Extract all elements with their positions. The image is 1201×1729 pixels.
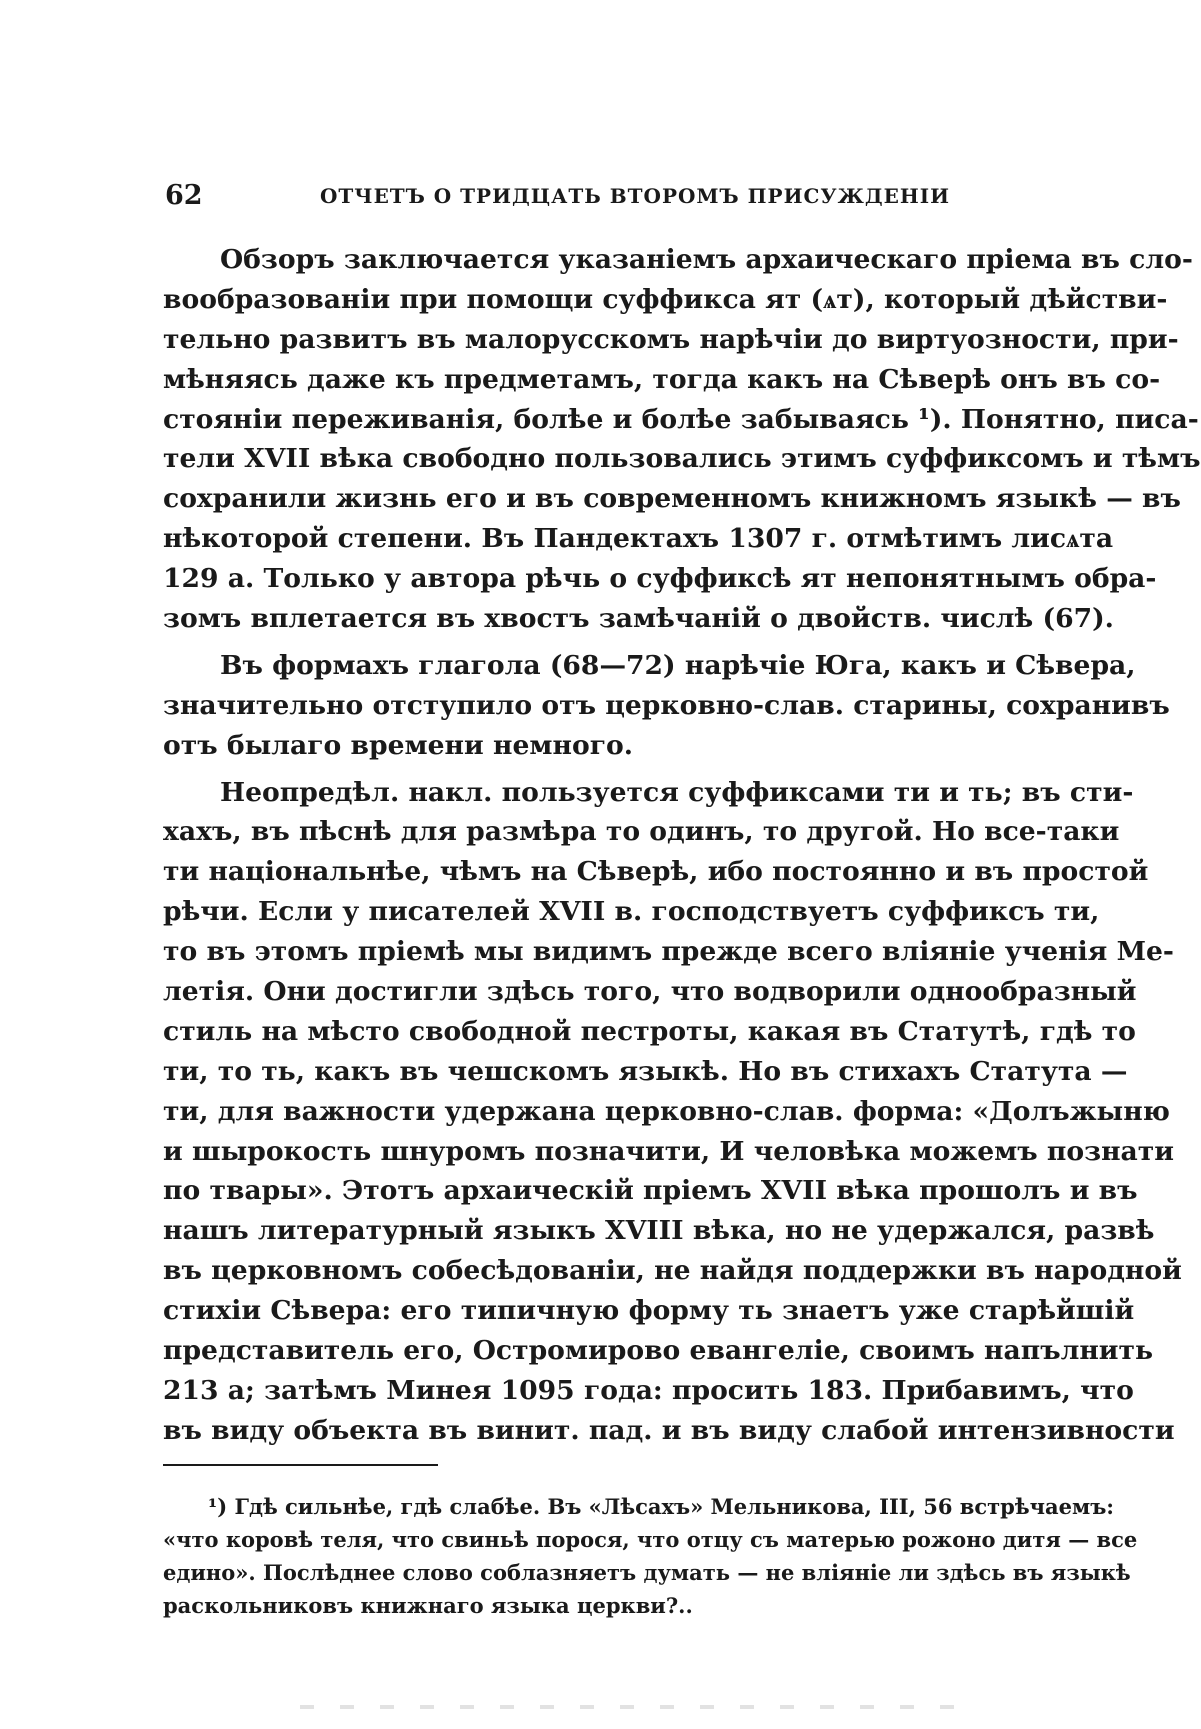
text-line: въ виду объекта въ винит. пад. и въ виду слабой интензивности (163, 1414, 1175, 1446)
text-line: стояніи переживанія, болѣе и болѣе забываясь ¹). Понятно, писа- (163, 403, 1199, 435)
text-line: по твары». Этотъ архаическій пріемъ XVII вѣка прошолъ и въ (163, 1175, 1138, 1207)
page-header (165, 180, 990, 216)
text-line: 129 а. Только у автора рѣчь о суффиксѣ ят непонятнымъ обра- (163, 563, 1157, 595)
text-line: представитель его, Остромирово евангеліе, своимъ напълнить (163, 1335, 1154, 1367)
text-line: хахъ, въ пѣснѣ для размѣра то одинъ, то другой. Но все-таки (163, 816, 1120, 848)
text-line: тельно развитъ въ малорусскомъ нарѣчіи до виртуозности, при- (163, 323, 1179, 355)
text-line: въ церковномъ собесѣдованіи, не найдя поддержки въ народной (163, 1255, 1182, 1287)
text-line: 213 а; затѣмъ Минея 1095 года: просить 183. Прибавимъ, что (163, 1374, 1134, 1406)
text-line: отъ былаго времени немного. (163, 729, 633, 761)
footnotes (163, 1490, 1138, 1622)
text-line: рѣчи. Если у писателей XVII в. господствуетъ суффиксъ ти, (163, 896, 1100, 928)
running-title: ОТЧЕТЪ О ТРИДЦАТЬ ВТОРОМЪ ПРИСУЖДЕНІИ (320, 184, 951, 208)
text-line: вообразованіи при помощи суффикса ят (ѧт), который дѣйстви- (163, 283, 1168, 315)
text-line: нашъ литературный языкъ XVIII вѣка, но не удержался, развѣ (163, 1215, 1155, 1247)
text-line: мѣняясь даже къ предметамъ, тогда какъ на Сѣверѣ онъ въ со- (163, 363, 1161, 395)
footnote-line: «что коровѣ теля, что свиньѣ порося, что отцу съ матерью рожоно дитя — все (163, 1527, 1138, 1552)
footnote-divider (163, 1464, 438, 1466)
text-line: летія. Они достигли здѣсь того, что водворили однообразный (163, 976, 1137, 1008)
footnote-line: ¹) Гдѣ сильнѣе, гдѣ слабѣе. Въ «Лѣсахъ» Мельникова, III, 56 встрѣчаемъ: (208, 1494, 1115, 1519)
text-line: Въ формахъ глагола (68—72) нарѣчіе Юга, какъ и Сѣвера, (220, 649, 1136, 681)
main-text (163, 240, 1201, 1451)
text-line: ти, для важности удержана церковно-слав. форма: «Долъжыню (163, 1095, 1170, 1127)
footnote-line: едино». Послѣднее слово соблазняетъ думать — не вліяніе ли здѣсь въ языкѣ (163, 1560, 1131, 1585)
text-line: и шырокость шнуромъ позначити, И человѣка можемъ познати (163, 1135, 1174, 1167)
bleed-through-marks (300, 1705, 980, 1709)
text-line: то въ этомъ пріемѣ мы видимъ прежде всего вліяніе ученія Ме- (163, 936, 1174, 968)
text-line: нѣкоторой степени. Въ Пандектахъ 1307 г. отмѣтимъ лисѧта (163, 523, 1114, 555)
text-line: ти, то ть, какъ въ чешскомъ языкѣ. Но въ стихахъ Статута — (163, 1055, 1128, 1087)
text-line: значительно отступило отъ церковно-слав. старины, сохранивъ (163, 689, 1170, 721)
text-line: зомъ вплетается въ хвостъ замѣчаній о двойств. числѣ (67). (163, 603, 1114, 635)
text-line: стихіи Сѣвера: его типичную форму ть знаетъ уже старѣйшій (163, 1295, 1135, 1327)
text-line: стиль на мѣсто свободной пестроты, какая въ Статутѣ, гдѣ то (163, 1015, 1136, 1047)
footnote-line: раскольниковъ книжнаго языка церкви?.. (163, 1593, 693, 1618)
text-line: Неопредѣл. накл. пользуется суффиксами ти и ть; въ сти- (220, 776, 1134, 808)
text-line: тели XVII вѣка свободно пользовались этимъ суффиксомъ и тѣмъ (163, 443, 1201, 475)
text-line: ти національнѣе, чѣмъ на Сѣверѣ, ибо постоянно и въ простой (163, 856, 1149, 888)
text-line: сохранили жизнь его и въ современномъ книжномъ языкѣ — въ (163, 483, 1181, 515)
text-line: Обзоръ заключается указаніемъ архаическаго пріема въ сло- (220, 244, 1193, 275)
page-number: 62 (165, 180, 203, 211)
